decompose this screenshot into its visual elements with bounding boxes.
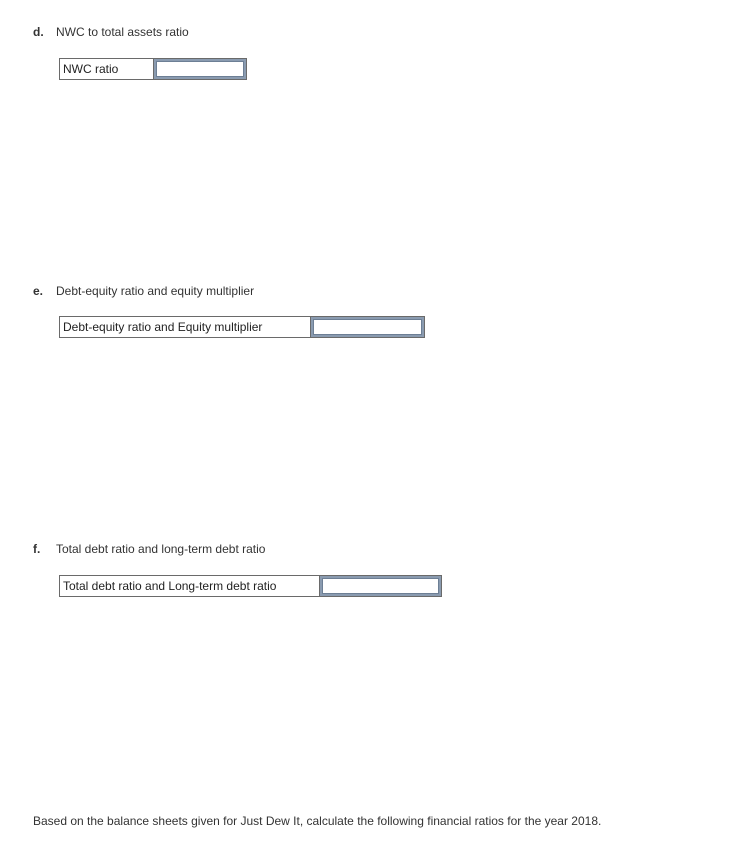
question-title: Debt-equity ratio and equity multiplier <box>56 284 255 298</box>
answer-label: Debt-equity ratio and Equity multiplier <box>60 317 311 337</box>
answer-row-total-debt <box>59 575 442 597</box>
question-letter: f. <box>33 542 41 556</box>
nwc-ratio-input[interactable] <box>154 59 246 79</box>
question-letter: d. <box>33 25 44 39</box>
answer-row-debt-equity <box>59 316 425 338</box>
question-letter: e. <box>33 284 44 298</box>
debt-equity-input[interactable] <box>311 317 424 337</box>
total-debt-input[interactable] <box>320 576 441 596</box>
answer-label: Total debt ratio and Long-term debt ratio <box>60 576 320 596</box>
question-title: Total debt ratio and long-term debt ratio <box>56 542 266 556</box>
question-title: NWC to total assets ratio <box>56 25 189 39</box>
answer-label: NWC ratio <box>60 59 154 79</box>
answer-row-nwc-ratio <box>59 58 247 80</box>
instructions-text: Based on the balance sheets given for Just Dew It, calculate the following financial ratios for the year 2018. <box>33 814 602 828</box>
